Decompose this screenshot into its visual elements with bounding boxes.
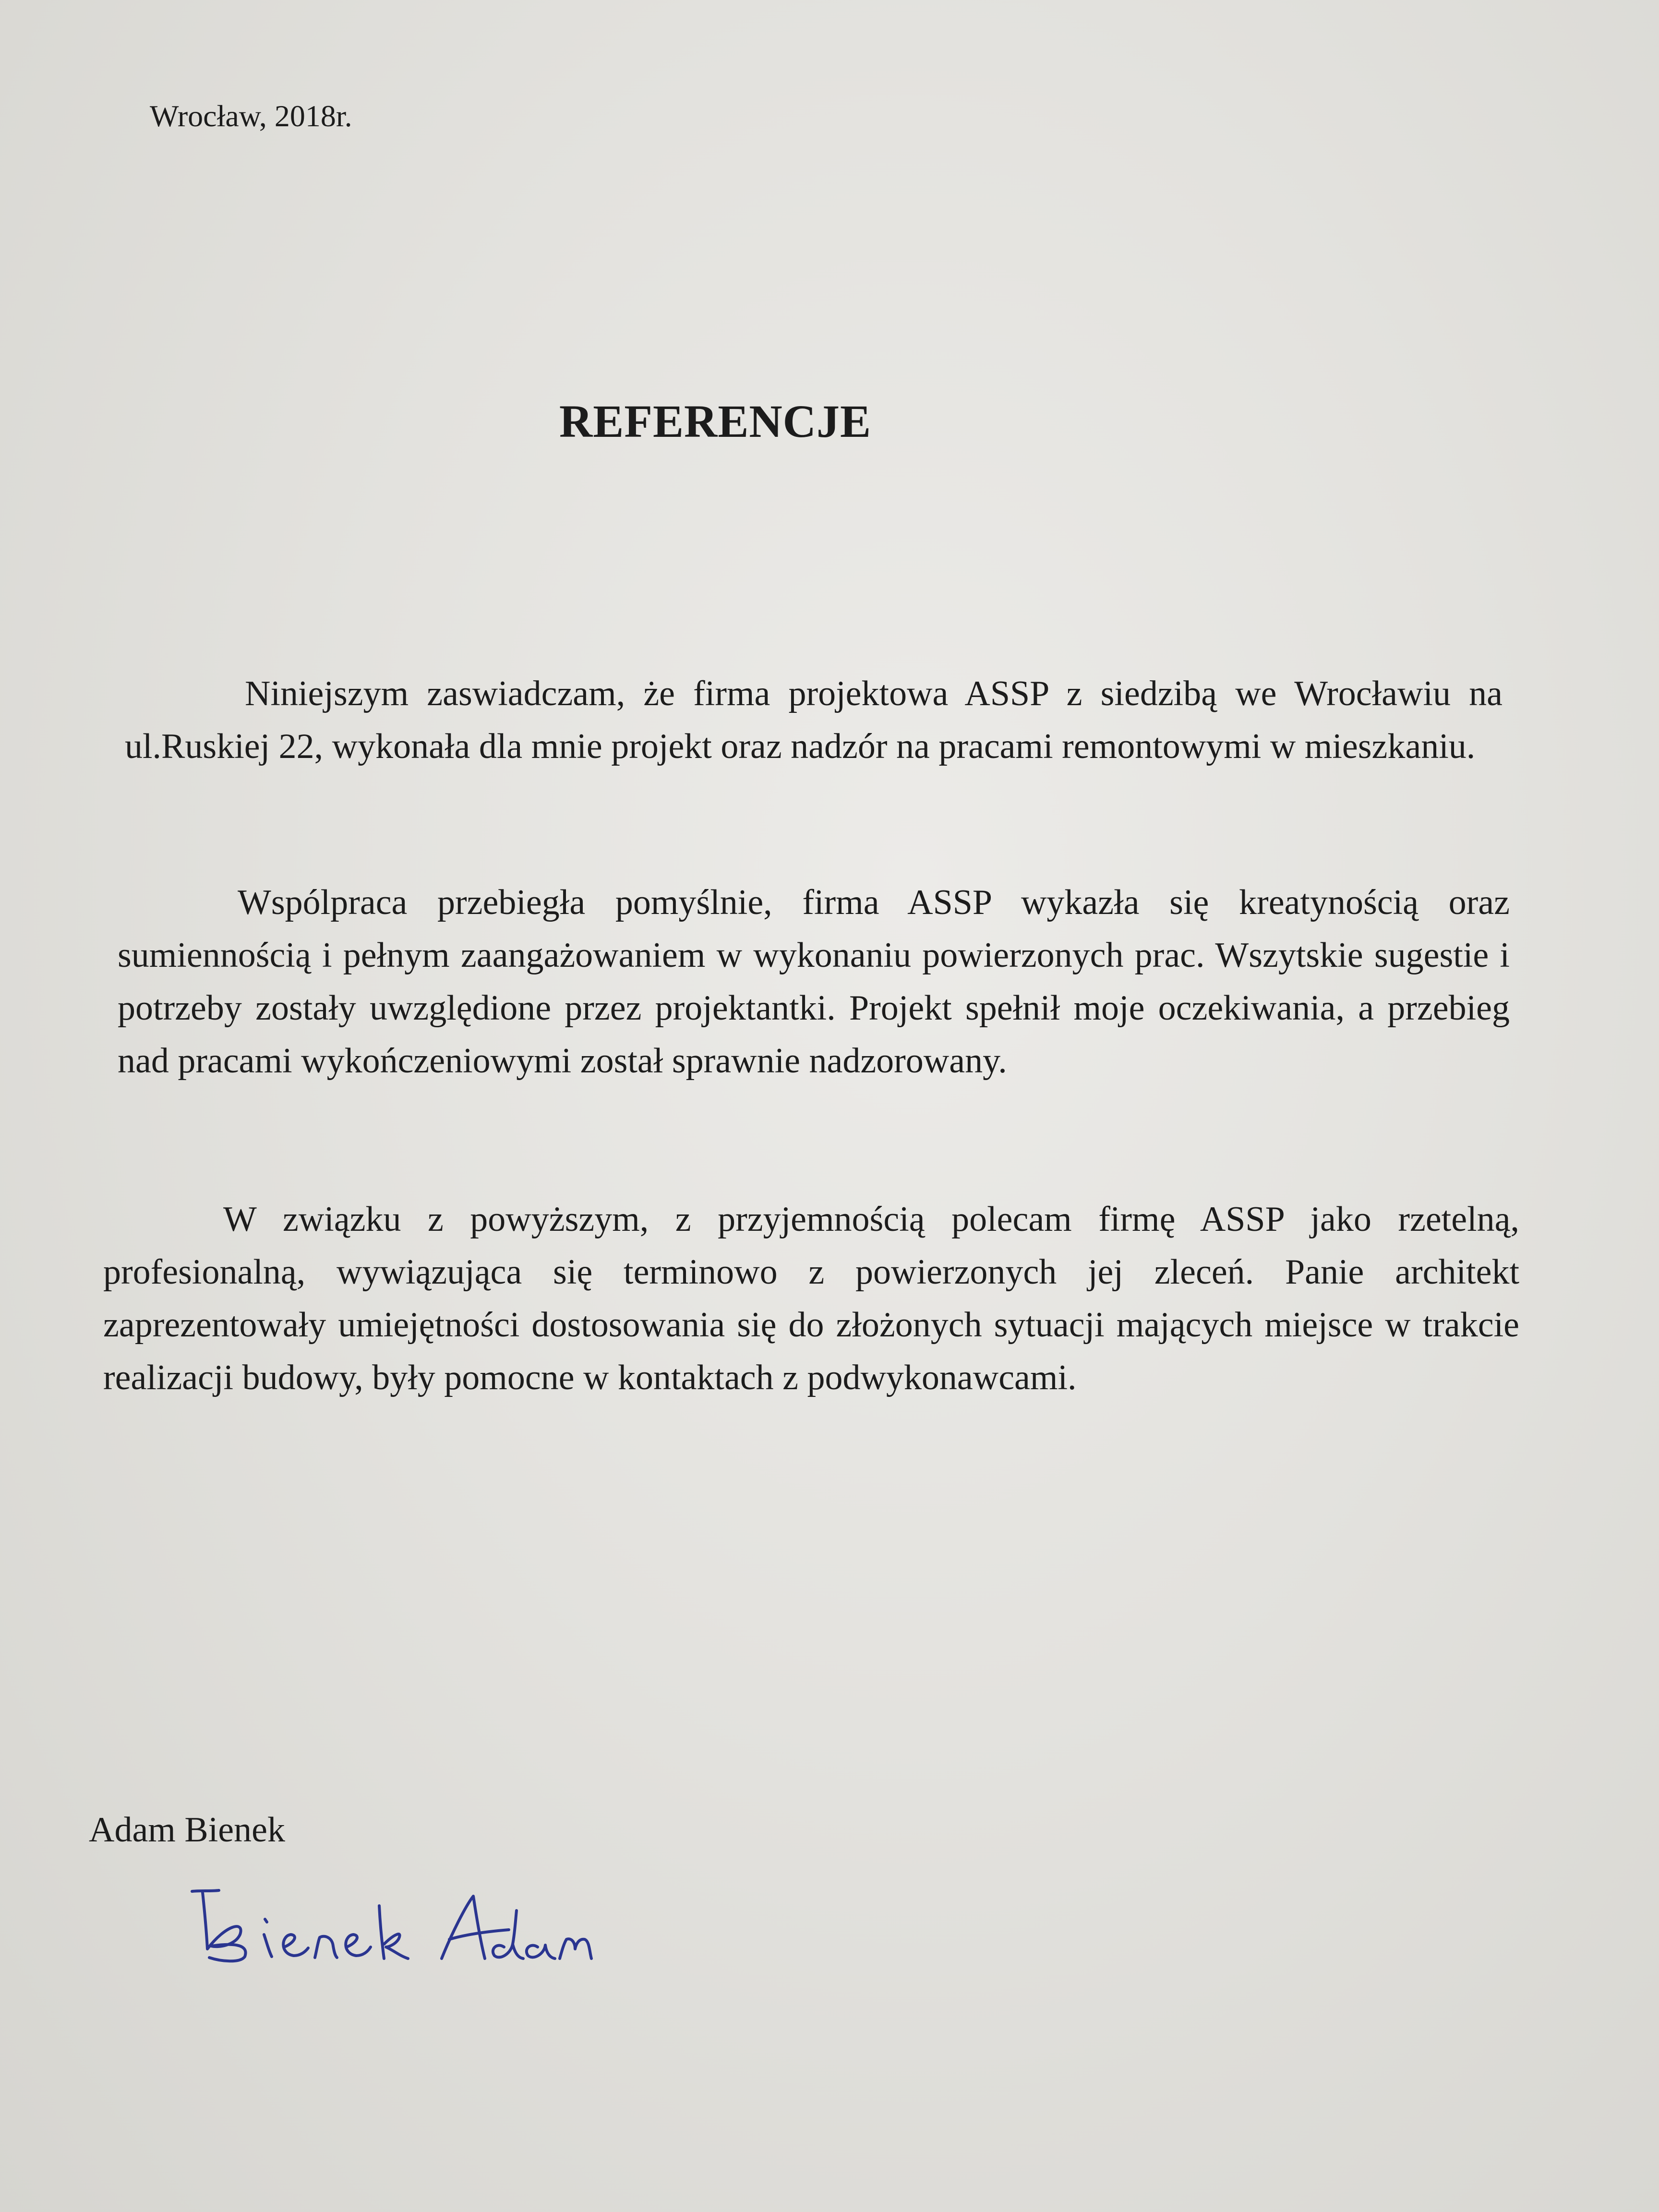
document-title: REFERENCJE bbox=[559, 396, 872, 447]
paragraph-recommendation: W związku z powyższym, z przyjemnością polecam firmę ASSP jako rzetelną, profesionalną, wywiązująca się terminowo z powierzonych jej zleceń. Panie architekt zaprezentowały umiejętności dostosowania się do złożonych sytuacji mających miejsce w trakcie realizacji budowy, były pomocne w kontaktach z podwykonawcami. bbox=[103, 1200, 1519, 1397]
signer-name: Adam Bienek bbox=[89, 1810, 285, 1850]
paragraph-cooperation: Wspólpraca przebiegła pomyślnie, firma ASSP wykazła się kreatynością oraz sumiennością i pełnym zaangażowaniem w wykonaniu powierzonych prac. Wszytskie sugestie i potrzeby zostały uwzględione przez projektantki. Projekt spełnił moje oczekiwania, a przebieg nad pracami wykończeniowymi został sprawnie nadzorowany. bbox=[118, 883, 1510, 1081]
place-and-date: Wrocław, 2018r. bbox=[150, 99, 352, 133]
handwritten-signature bbox=[173, 1863, 605, 1968]
paragraph-certification: Niniejszym zaswiadczam, że firma projektowa ASSP z siedzibą we Wrocławiu na ul.Ruskiej 22, wykonała dla mnie projekt oraz nadzór na pracami remontowymi w mieszkaniu. bbox=[125, 674, 1503, 766]
